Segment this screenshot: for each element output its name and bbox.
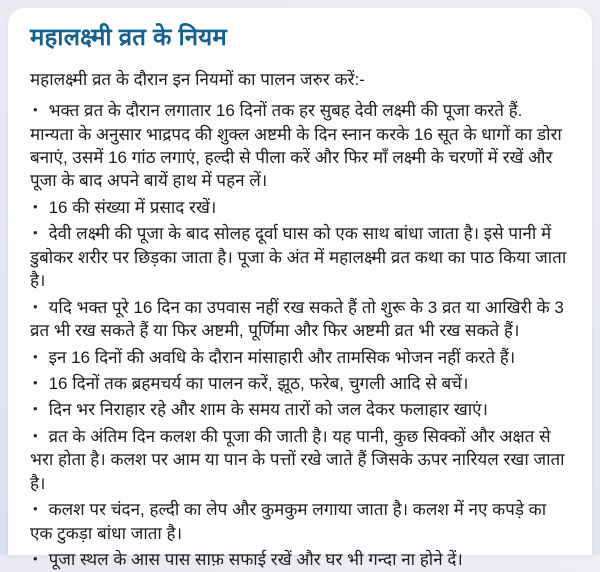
bullet-icon: • [33, 501, 38, 516]
page-title: महालक्ष्मी व्रत के नियम [30, 24, 570, 52]
rule-text: इन 16 दिनों की अवधि के दौरान मांसाहारी और तामसिक भोजन नहीं करते हैं। [49, 348, 516, 367]
rule-text: 16 की संख्या में प्रसाद रखें। [49, 198, 217, 217]
list-item [30, 99, 570, 193]
bullet-icon: • [33, 102, 38, 117]
bullet-icon: • [33, 349, 38, 364]
rule-text: व्रत के अंतिम दिन कलश की पूजा की जाती है। यह पानी, कुछ सिक्कों और अक्षत से भरा होता है। कलश पर आम या पान के पत्तों रखे जाते हैं जिसके ऊपर नारियल रखा जाता है। [30, 427, 565, 493]
rule-text: पूजा स्थल के आस पास साफ़ सफाई रखें और घर भी गन्दा ना होने दें। [49, 550, 463, 569]
list-item [30, 196, 570, 219]
rules-list [30, 99, 570, 572]
rule-text: कलश पर चंदन, हल्दी का लेप और कुमकुम लगाया जाता है। कलश में नए कपड़े का एक टुकड़ा बांधा जाता है। [30, 500, 546, 542]
list-item [30, 372, 570, 395]
list-item [30, 425, 570, 495]
bullet-icon: • [33, 225, 38, 240]
bullet-icon: • [33, 401, 38, 416]
list-item [30, 296, 570, 343]
list-item [30, 498, 570, 545]
rule-text: दिन भर निराहार रहे और शाम के समय तारों को जल देकर फलाहार खाएं। [49, 400, 488, 419]
bullet-icon: • [33, 551, 38, 566]
list-item [30, 222, 570, 292]
rule-text: 16 दिनों तक ब्रहमचर्य का पालन करें, झूठ, फरेब, चुगली आदि से बचें। [49, 374, 469, 393]
article-card [8, 8, 592, 555]
list-item [30, 346, 570, 369]
rule-text: देवी लक्ष्मी की पूजा के बाद सोलह दूर्वा घास को एक साथ बांधा जाता है। इसे पानी में डुबोकर शरीर पर छिड़का जाता है। पूजा के अंत में महालक्ष्मी व्रत कथा का पाठ किया जाता है। [30, 224, 566, 290]
bullet-icon: • [33, 375, 38, 390]
list-item [30, 548, 570, 571]
intro-text: महालक्ष्मी व्रत के दौरान इन नियमों का पालन जरुर करें:- [30, 68, 570, 91]
rule-text: भक्त व्रत के दौरान लगातार 16 दिनों तक हर सुबह देवी लक्ष्मी की पूजा करते हैं. मान्यता के अनुसार भाद्रपद की शुक्ल अष्टमी के दिन स्नान करके 16 सूत के धागों का डोरा बनाएं, उसमें 16 गांठ लगाएं, हल्दी से पीला करें और फिर माँ लक्ष्मी के चरणों में रखें और पूजा के बाद अपने बायें हाथ में पहन लें। [30, 101, 562, 190]
bullet-icon: • [33, 299, 38, 314]
bullet-icon: • [33, 428, 38, 443]
list-item [30, 398, 570, 421]
rule-text: यदि भक्त पूरे 16 दिन का उपवास नहीं रख सकते हैं तो शुरू के 3 व्रत या आखिरी के 3 व्रत भी रख सकते हैं या फिर अष्टमी, पूर्णिमा और फिर अष्टमी व्रत भी रख सकते हैं। [30, 298, 564, 340]
bullet-icon: • [33, 199, 38, 214]
